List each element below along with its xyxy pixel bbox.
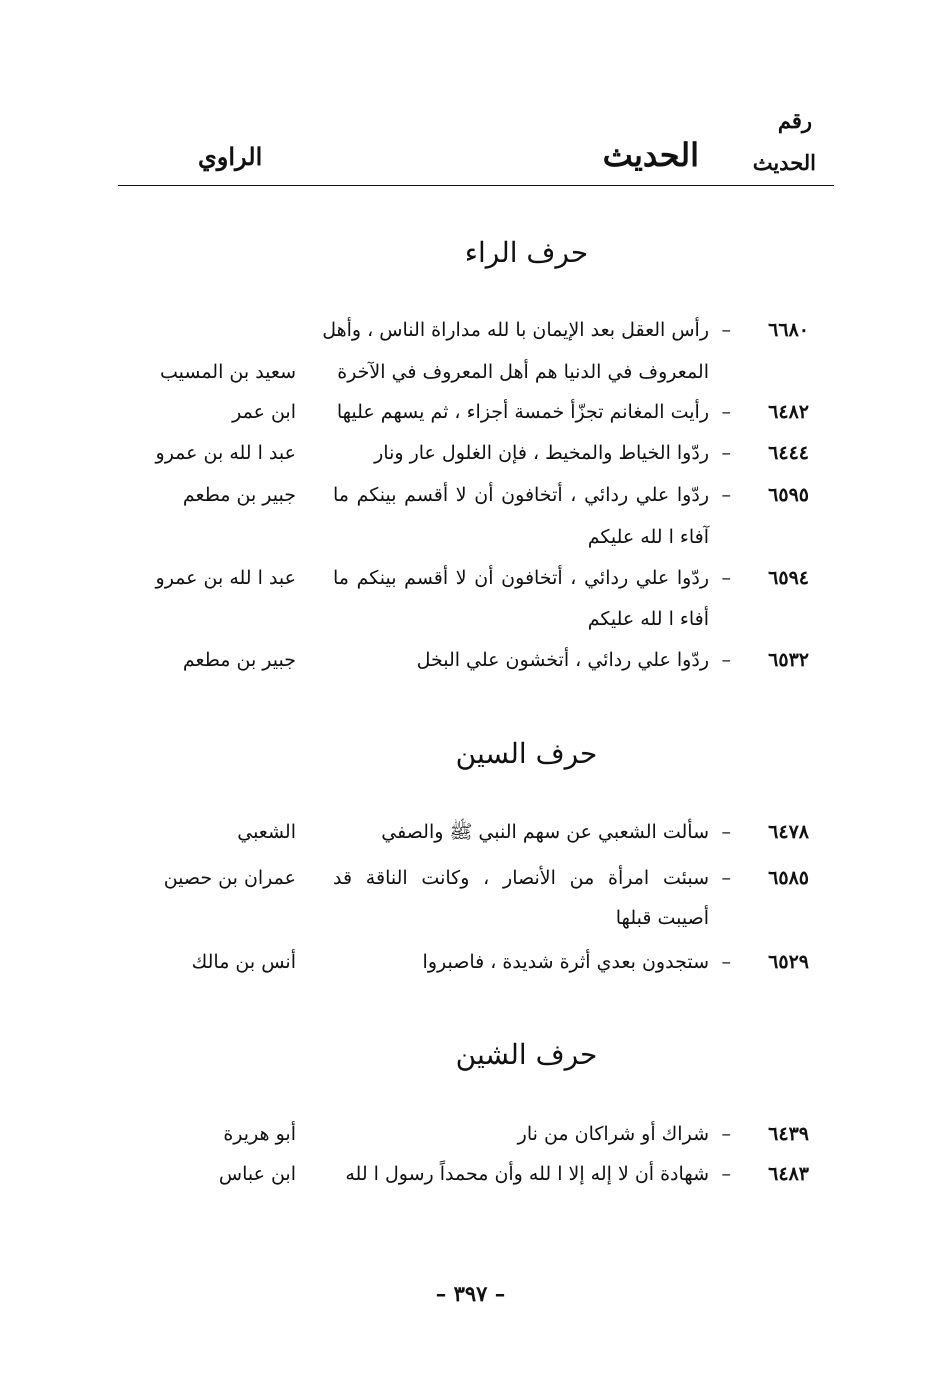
hadith-text: ردّوا علي ردائي ، أتخشون علي البخل: [416, 649, 709, 671]
entry-dash: –: [721, 401, 731, 423]
entry-dash: –: [721, 951, 731, 973]
hadith-column-label: الحديث: [602, 136, 699, 174]
narrator: الشعبي: [237, 821, 296, 843]
entry-dash: –: [721, 649, 731, 671]
hadith-text-continuation: أصيبت قبلها: [615, 907, 709, 929]
number-column-label: رقم: [777, 108, 812, 133]
section-title: حرف الراء: [464, 236, 589, 269]
hadith-text: سبئت امرأة من الأنصار ، وكانت الناقة قد: [333, 867, 709, 889]
narrator: جبير بن مطعم: [182, 649, 296, 671]
hadith-text: ستجدون بعدي أثرة شديدة ، فاصبروا: [422, 951, 709, 973]
hadith-number: ٦٥٩٥: [768, 484, 809, 506]
entry-dash: –: [721, 442, 731, 464]
entry-dash: –: [721, 319, 731, 341]
narrator: أنس بن مالك: [191, 951, 296, 973]
hadith-text: ردّوا علي ردائي ، أتخافون أن لا أقسم بينكم ما: [333, 484, 709, 506]
entry-dash: –: [721, 867, 731, 889]
hadith-number: ٦٤٣٩: [768, 1123, 809, 1145]
page-number: – ٣٩٧ –: [435, 1281, 506, 1306]
entry-dash: –: [721, 1123, 731, 1145]
narrator: أبو هريرة: [223, 1123, 296, 1145]
narrator-column-label: الراوي: [198, 142, 263, 171]
section-title: حرف الشين: [455, 1038, 598, 1071]
hadith-number: ٦٥٢٩: [768, 951, 809, 973]
hadith-text: سألت الشعبي عن سهم النبي ﷺ والصفي: [381, 821, 709, 843]
hadith-number: ٦٤٧٨: [768, 821, 809, 843]
header-rule: [118, 185, 834, 186]
narrator: ابن عباس: [218, 1163, 296, 1185]
hadith-number: ٦٤٨٣: [768, 1163, 809, 1185]
narrator: عمران بن حصين: [163, 867, 296, 889]
hadith-number: ٦٥٣٢: [768, 649, 809, 671]
section-title: حرف السين: [455, 737, 598, 770]
narrator: ابن عمر: [232, 401, 296, 423]
entry-dash: –: [721, 484, 731, 506]
hadith-text: رأس العقل بعد الإيمان با لله مداراة الناس ، وأهل: [322, 319, 709, 341]
entry-dash: –: [721, 821, 731, 843]
hadith-text: ردّوا علي ردائي ، أتخافون أن لا أقسم بينكم ما: [333, 567, 709, 589]
hadith-number: ٦٥٨٥: [768, 867, 809, 889]
column-header: [118, 108, 834, 186]
narrator: عبد ا لله بن عمرو: [155, 442, 296, 464]
hadith-number: ٦٤٨٢: [768, 401, 809, 423]
entry-dash: –: [721, 567, 731, 589]
number-column-label-line2: الحديث: [752, 150, 816, 175]
hadith-text: شهادة أن لا إله إلا ا لله وأن محمداً رسول ا لله: [345, 1163, 709, 1185]
hadith-text-continuation: المعروف في الدنيا هم أهل المعروف في الآخرة: [337, 361, 709, 383]
narrator: عبد ا لله بن عمرو: [155, 567, 296, 589]
hadith-number: ٦٤٤٤: [768, 442, 809, 464]
hadith-number: ٦٦٨٠: [768, 319, 809, 341]
hadith-text-continuation: أفاء ا لله عليكم: [587, 608, 709, 630]
hadith-text-continuation: آفاء ا لله عليكم: [587, 526, 709, 548]
hadith-number: ٦٥٩٤: [768, 567, 809, 589]
entry-dash: –: [721, 1163, 731, 1185]
hadith-text: رأيت المغانم تجزّأ خمسة أجزاء ، ثم يسهم عليها: [336, 401, 709, 423]
narrator: سعيد بن المسيب: [159, 361, 296, 383]
hadith-text: ردّوا الخياط والمخيط ، فإن الغلول عار ونار: [374, 442, 709, 464]
narrator: جبير بن مطعم: [182, 484, 296, 506]
hadith-text: شراك أو شراكان من نار: [517, 1123, 709, 1145]
